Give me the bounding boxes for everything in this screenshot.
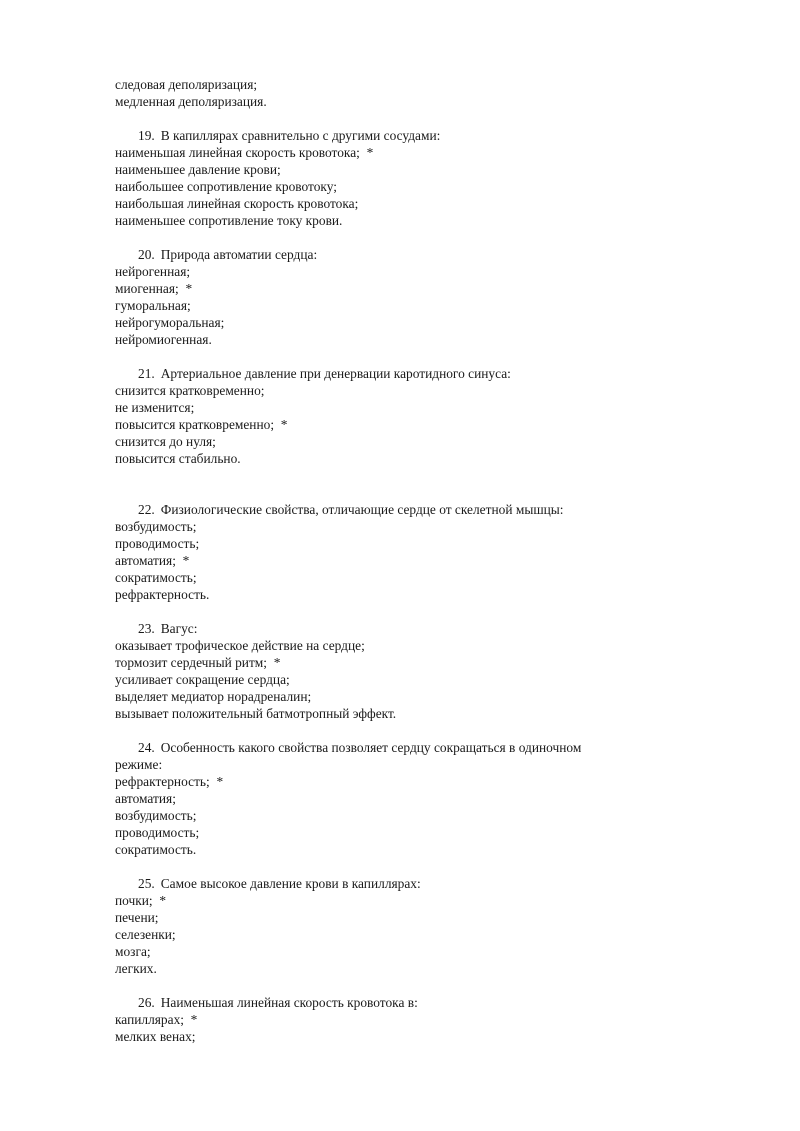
question-title bbox=[115, 127, 715, 144]
option-text: оказывает трофическое действие на сердце; bbox=[115, 638, 365, 653]
question-title bbox=[115, 246, 715, 263]
question-number: 26. bbox=[138, 995, 155, 1010]
option-text: снизится кратковременно; bbox=[115, 383, 265, 398]
option-text: автоматия; * bbox=[115, 553, 190, 568]
option-text: медленная деполяризация. bbox=[115, 94, 267, 109]
option-text: селезенки; bbox=[115, 927, 176, 942]
question-text: Особенность какого свойства позволяет сердцу сокращаться в одиночном bbox=[160, 740, 582, 755]
option-text: наименьшее давление крови; bbox=[115, 162, 281, 177]
question-title bbox=[115, 994, 715, 1011]
option-text: мелких венах; bbox=[115, 1029, 196, 1044]
option-text: повысится кратковременно; * bbox=[115, 417, 288, 432]
question-title bbox=[115, 620, 715, 637]
option-text: нейромиогенная. bbox=[115, 332, 212, 347]
option-text: возбудимость; bbox=[115, 519, 197, 534]
document-content bbox=[115, 76, 715, 1045]
option-text: автоматия; bbox=[115, 791, 176, 806]
question-number: 23. bbox=[138, 621, 155, 636]
option-text: наибольшая линейная скорость кровотока; bbox=[115, 196, 359, 211]
question-text: Артериальное давление при денервации каротидного синуса: bbox=[160, 366, 511, 381]
option-text: усиливает сокращение сердца; bbox=[115, 672, 290, 687]
option-text: рефрактерность. bbox=[115, 587, 210, 602]
option-text: снизится до нуля; bbox=[115, 434, 216, 449]
option-text: рефрактерность; * bbox=[115, 774, 224, 789]
question-number: 20. bbox=[138, 247, 155, 262]
option-text: нейрогенная; bbox=[115, 264, 191, 279]
question-text: Вагус: bbox=[160, 621, 198, 636]
option-text: наименьшее сопротивление току крови. bbox=[115, 213, 343, 228]
option-text: не изменится; bbox=[115, 400, 195, 415]
option-text: сократимость; bbox=[115, 570, 197, 585]
question-text: Природа автоматии сердца: bbox=[160, 247, 318, 262]
option-text: почки; * bbox=[115, 893, 167, 908]
question-number: 25. bbox=[138, 876, 155, 891]
question-number: 24. bbox=[138, 740, 155, 755]
question-text: Наименьшая линейная скорость кровотока в: bbox=[160, 995, 418, 1010]
option-text: вызывает положительный батмотропный эффект. bbox=[115, 706, 397, 721]
option-text: печени; bbox=[115, 910, 159, 925]
question-title bbox=[115, 739, 715, 756]
option-text: мозга; bbox=[115, 944, 151, 959]
option-text: тормозит сердечный ритм; * bbox=[115, 655, 281, 670]
option-text: следовая деполяризация; bbox=[115, 77, 258, 92]
question-title bbox=[115, 501, 715, 518]
question-number: 21. bbox=[138, 366, 155, 381]
option-text: легких. bbox=[115, 961, 157, 976]
option-text: сократимость. bbox=[115, 842, 197, 857]
option-text: нейрогуморальная; bbox=[115, 315, 225, 330]
question-text: Самое высокое давление крови в капиллярах: bbox=[160, 876, 421, 891]
option-text: наибольшее сопротивление кровотоку; bbox=[115, 179, 337, 194]
question-number: 19. bbox=[138, 128, 155, 143]
option-text: миогенная; * bbox=[115, 281, 193, 296]
option-text: наименьшая линейная скорость кровотока; * bbox=[115, 145, 374, 160]
option-text: проводимость; bbox=[115, 536, 200, 551]
option-text: капиллярах; * bbox=[115, 1012, 198, 1027]
option-text: гуморальная; bbox=[115, 298, 191, 313]
option-text: повысится стабильно. bbox=[115, 451, 241, 466]
option-text: выделяет медиатор норадреналин; bbox=[115, 689, 312, 704]
option-text: возбудимость; bbox=[115, 808, 197, 823]
question-text: В капиллярах сравнительно с другими сосудами: bbox=[160, 128, 441, 143]
question-text: Физиологические свойства, отличающие сердце от скелетной мышцы: bbox=[160, 502, 564, 517]
option-text: проводимость; bbox=[115, 825, 200, 840]
question-text-continued: режиме: bbox=[115, 757, 163, 772]
question-number: 22. bbox=[138, 502, 155, 517]
question-title bbox=[115, 365, 715, 382]
question-title bbox=[115, 875, 715, 892]
